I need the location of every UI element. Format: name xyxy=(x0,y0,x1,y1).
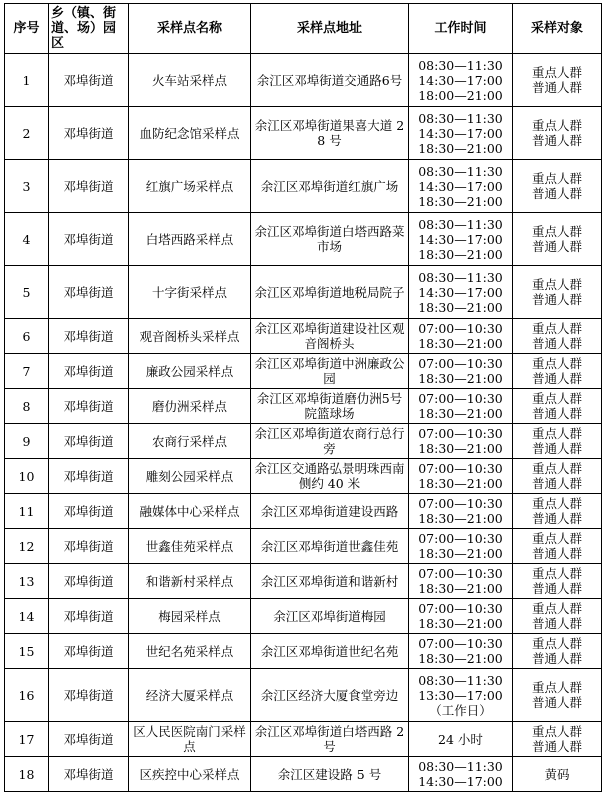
cell-working-hours: 08:30—11:30 14:30—17:00 18:00—21:00 xyxy=(409,54,513,107)
cell-site-name: 磨仂洲采样点 xyxy=(129,389,251,424)
cell-site-address: 余江区经济大厦食堂旁边 xyxy=(251,669,409,722)
header-site-name: 采样点名称 xyxy=(129,4,251,54)
cell-working-hours: 07:00—10:30 18:30—21:00 xyxy=(409,529,513,564)
cell-working-hours: 07:00—10:30 18:30—21:00 xyxy=(409,634,513,669)
table-row xyxy=(5,634,602,669)
cell-sampling-target: 重点人群 普通人群 xyxy=(513,634,602,669)
cell-district: 邓埠街道 xyxy=(49,459,129,494)
table-header-row xyxy=(5,4,602,54)
cell-sampling-target: 重点人群 普通人群 xyxy=(513,354,602,389)
cell-district: 邓埠街道 xyxy=(49,54,129,107)
cell-seq: 3 xyxy=(5,160,49,213)
cell-sampling-target: 重点人群 普通人群 xyxy=(513,160,602,213)
cell-sampling-target: 重点人群 普通人群 xyxy=(513,459,602,494)
cell-seq: 9 xyxy=(5,424,49,459)
cell-working-hours: 08:30—11:30 13:30—17:00 （工作日） xyxy=(409,669,513,722)
cell-site-name: 世纪名苑采样点 xyxy=(129,634,251,669)
cell-site-address: 余江区邓埠街道建设西路 xyxy=(251,494,409,529)
cell-sampling-target: 重点人群 普通人群 xyxy=(513,564,602,599)
cell-seq: 2 xyxy=(5,107,49,160)
header-district: 乡（镇、街道、场）园区 xyxy=(49,4,129,54)
cell-district: 邓埠街道 xyxy=(49,599,129,634)
cell-seq: 12 xyxy=(5,529,49,564)
cell-site-name: 红旗广场采样点 xyxy=(129,160,251,213)
cell-site-name: 区疾控中心采样点 xyxy=(129,757,251,792)
cell-sampling-target: 重点人群 普通人群 xyxy=(513,389,602,424)
cell-district: 邓埠街道 xyxy=(49,319,129,354)
cell-working-hours: 08:30—11:30 14:30—17:00 xyxy=(409,757,513,792)
table-row xyxy=(5,599,602,634)
cell-site-address: 余江区邓埠街道世纪名苑 xyxy=(251,634,409,669)
cell-site-name: 廉政公园采样点 xyxy=(129,354,251,389)
cell-seq: 17 xyxy=(5,722,49,757)
cell-sampling-target: 重点人群 普通人群 xyxy=(513,319,602,354)
header-sampling-target: 采样对象 xyxy=(513,4,602,54)
cell-working-hours: 08:30—11:30 14:30—17:00 18:30—21:00 xyxy=(409,160,513,213)
cell-site-name: 区人民医院南门采样点 xyxy=(129,722,251,757)
cell-district: 邓埠街道 xyxy=(49,160,129,213)
cell-seq: 14 xyxy=(5,599,49,634)
cell-seq: 18 xyxy=(5,757,49,792)
cell-seq: 10 xyxy=(5,459,49,494)
cell-site-name: 火车站采样点 xyxy=(129,54,251,107)
cell-working-hours: 24 小时 xyxy=(409,722,513,757)
cell-district: 邓埠街道 xyxy=(49,529,129,564)
cell-working-hours: 07:00—10:30 18:30—21:00 xyxy=(409,564,513,599)
cell-district: 邓埠街道 xyxy=(49,722,129,757)
cell-site-name: 经济大厦采样点 xyxy=(129,669,251,722)
cell-site-name: 观音阁桥头采样点 xyxy=(129,319,251,354)
table-row xyxy=(5,722,602,757)
cell-district: 邓埠街道 xyxy=(49,634,129,669)
cell-seq: 16 xyxy=(5,669,49,722)
table-row xyxy=(5,529,602,564)
cell-sampling-target: 重点人群 普通人群 xyxy=(513,266,602,319)
cell-sampling-target: 重点人群 普通人群 xyxy=(513,213,602,266)
table-row xyxy=(5,266,602,319)
table-row xyxy=(5,389,602,424)
cell-seq: 11 xyxy=(5,494,49,529)
table-row xyxy=(5,757,602,792)
cell-site-name: 世鑫佳苑采样点 xyxy=(129,529,251,564)
cell-district: 邓埠街道 xyxy=(49,107,129,160)
cell-district: 邓埠街道 xyxy=(49,389,129,424)
cell-district: 邓埠街道 xyxy=(49,564,129,599)
cell-sampling-target: 重点人群 普通人群 xyxy=(513,424,602,459)
cell-working-hours: 07:00—10:30 18:30—21:00 xyxy=(409,599,513,634)
cell-site-address: 余江区邓埠街道农商行总行旁 xyxy=(251,424,409,459)
table-row xyxy=(5,459,602,494)
cell-site-address: 余江区邓埠街道中洲廉政公园 xyxy=(251,354,409,389)
cell-seq: 7 xyxy=(5,354,49,389)
cell-site-address: 余江区邓埠街道梅园 xyxy=(251,599,409,634)
cell-sampling-target: 黄码 xyxy=(513,757,602,792)
cell-site-address: 余江区邓埠街道果喜大道 28 号 xyxy=(251,107,409,160)
table-row xyxy=(5,319,602,354)
table-row xyxy=(5,424,602,459)
cell-site-address: 余江区建设路 5 号 xyxy=(251,757,409,792)
cell-sampling-target: 重点人群 普通人群 xyxy=(513,54,602,107)
cell-sampling-target: 重点人群 普通人群 xyxy=(513,494,602,529)
cell-site-address: 余江区交通路弘景明珠西南侧约 40 米 xyxy=(251,459,409,494)
cell-working-hours: 07:00—10:30 18:30—21:00 xyxy=(409,389,513,424)
cell-working-hours: 07:00—10:30 18:30—21:00 xyxy=(409,459,513,494)
sampling-sites-document xyxy=(4,3,602,792)
cell-site-name: 和谐新村采样点 xyxy=(129,564,251,599)
cell-site-address: 余江区邓埠街道地税局院子 xyxy=(251,266,409,319)
cell-site-name: 融媒体中心采样点 xyxy=(129,494,251,529)
cell-seq: 4 xyxy=(5,213,49,266)
cell-site-address: 余江区邓埠街道交通路6号 xyxy=(251,54,409,107)
cell-site-name: 雕刻公园采样点 xyxy=(129,459,251,494)
cell-site-address: 余江区邓埠街道磨仂洲5号院篮球场 xyxy=(251,389,409,424)
cell-site-address: 余江区邓埠街道白塔西路菜市场 xyxy=(251,213,409,266)
table-row xyxy=(5,54,602,107)
cell-site-name: 血防纪念馆采样点 xyxy=(129,107,251,160)
cell-sampling-target: 重点人群 普通人群 xyxy=(513,107,602,160)
cell-district: 邓埠街道 xyxy=(49,757,129,792)
cell-seq: 6 xyxy=(5,319,49,354)
cell-working-hours: 08:30—11:30 14:30—17:00 18:30—21:00 xyxy=(409,266,513,319)
cell-site-address: 余江区邓埠街道白塔西路 2 号 xyxy=(251,722,409,757)
cell-seq: 5 xyxy=(5,266,49,319)
cell-working-hours: 07:00—10:30 18:30—21:00 xyxy=(409,354,513,389)
table-row xyxy=(5,494,602,529)
cell-working-hours: 08:30—11:30 14:30—17:00 18:30—21:00 xyxy=(409,107,513,160)
cell-site-name: 白塔西路采样点 xyxy=(129,213,251,266)
cell-seq: 15 xyxy=(5,634,49,669)
cell-district: 邓埠街道 xyxy=(49,266,129,319)
cell-seq: 1 xyxy=(5,54,49,107)
table-row xyxy=(5,213,602,266)
cell-sampling-target: 重点人群 普通人群 xyxy=(513,669,602,722)
cell-working-hours: 07:00—10:30 18:30—21:00 xyxy=(409,424,513,459)
cell-sampling-target: 重点人群 普通人群 xyxy=(513,599,602,634)
cell-district: 邓埠街道 xyxy=(49,354,129,389)
cell-sampling-target: 重点人群 普通人群 xyxy=(513,722,602,757)
cell-district: 邓埠街道 xyxy=(49,494,129,529)
header-seq: 序号 xyxy=(5,4,49,54)
cell-district: 邓埠街道 xyxy=(49,213,129,266)
cell-site-name: 梅园采样点 xyxy=(129,599,251,634)
table-row xyxy=(5,564,602,599)
cell-sampling-target: 重点人群 普通人群 xyxy=(513,529,602,564)
cell-site-name: 十字街采样点 xyxy=(129,266,251,319)
table-row xyxy=(5,160,602,213)
cell-site-address: 余江区邓埠街道世鑫佳苑 xyxy=(251,529,409,564)
cell-district: 邓埠街道 xyxy=(49,424,129,459)
cell-site-address: 余江区邓埠街道建设社区观音阁桥头 xyxy=(251,319,409,354)
cell-seq: 13 xyxy=(5,564,49,599)
header-working-hours: 工作时间 xyxy=(409,4,513,54)
cell-district: 邓埠街道 xyxy=(49,669,129,722)
cell-site-name: 农商行采样点 xyxy=(129,424,251,459)
cell-site-address: 余江区邓埠街道和谐新村 xyxy=(251,564,409,599)
sampling-sites-table xyxy=(4,3,602,792)
cell-working-hours: 07:00—10:30 18:30—21:00 xyxy=(409,494,513,529)
cell-working-hours: 07:00—10:30 18:30—21:00 xyxy=(409,319,513,354)
cell-working-hours: 08:30—11:30 14:30—17:00 18:30—21:00 xyxy=(409,213,513,266)
table-row xyxy=(5,107,602,160)
table-row xyxy=(5,669,602,722)
cell-seq: 8 xyxy=(5,389,49,424)
table-row xyxy=(5,354,602,389)
header-site-address: 采样点地址 xyxy=(251,4,409,54)
cell-site-address: 余江区邓埠街道红旗广场 xyxy=(251,160,409,213)
